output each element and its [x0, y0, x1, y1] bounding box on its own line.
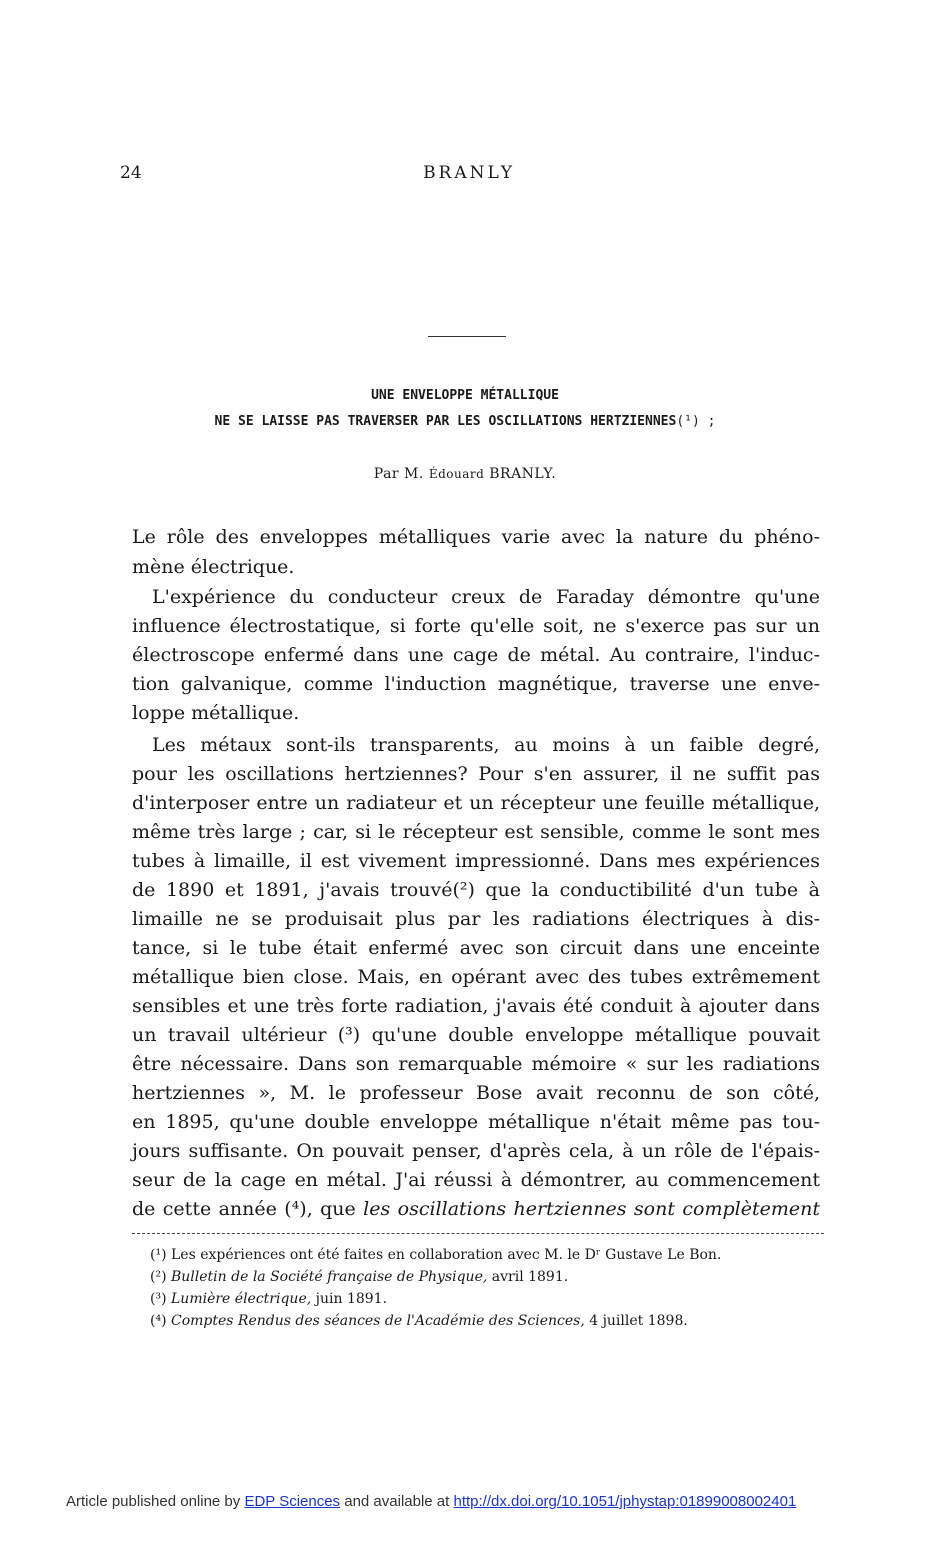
- body-line: [132, 553, 820, 582]
- body-line: [132, 699, 820, 728]
- publisher-link[interactable]: EDP Sciences: [244, 1493, 341, 1510]
- body-line-text: limaille ne se produisait plus par les radiations électriques à dis-: [132, 908, 820, 930]
- footer-middle: and available at: [344, 1493, 450, 1510]
- body-line-text: L'expérience du conducteur creux de Faraday démontre qu'une: [152, 586, 820, 608]
- body-line: [132, 760, 820, 789]
- byline-prefix: Par M.: [373, 466, 424, 482]
- body-line: [152, 731, 820, 760]
- body-line-text: électroscope enfermé dans une cage de métal. Au contraire, l'induc-: [132, 644, 820, 666]
- body-line-text: tance, si le tube était enfermé avec son circuit dans une enceinte: [132, 937, 820, 959]
- body-line: [132, 789, 820, 818]
- body-line: [132, 523, 820, 552]
- body-line: [132, 1108, 820, 1137]
- body-line: [132, 1021, 820, 1050]
- body-line-text: pour les oscillations hertziennes? Pour s'en assurer, il ne suffit pas: [132, 763, 820, 785]
- body-line: [132, 612, 820, 641]
- byline: [0, 466, 930, 482]
- body-line-text: tion galvanique, comme l'induction magnétique, traverse une enve-: [132, 673, 820, 695]
- footnote-rule: [132, 1233, 824, 1234]
- body-line-text: même très large ; car, si le récepteur est sensible, comme le sont mes: [132, 821, 820, 843]
- body-line-text: tubes à limaille, il est vivement impressionné. Dans mes expériences: [132, 850, 820, 872]
- footnote-mark: (²): [150, 1269, 167, 1285]
- body-line: [132, 934, 820, 963]
- footnote-text: 4 juillet 1898.: [584, 1313, 688, 1329]
- body-line: [132, 670, 820, 699]
- footnote: [150, 1313, 688, 1329]
- doi-link[interactable]: http://dx.doi.org/10.1051/jphystap:01899008002401: [453, 1493, 797, 1510]
- title-separator-rule: [428, 336, 506, 337]
- footnote-mark: (¹): [150, 1247, 167, 1263]
- footnote: [150, 1247, 721, 1263]
- article-title-line-1: UNE ENVELOPPE MÉTALLIQUE: [371, 388, 559, 403]
- body-line-text: influence électrostatique, si forte qu'elle soit, ne s'exerce pas sur un: [132, 615, 820, 637]
- footnote: [150, 1269, 568, 1285]
- body-line: [132, 818, 820, 847]
- body-line-text: sensibles et une très forte radiation, j'avais été conduit à ajouter dans: [132, 995, 820, 1017]
- body-line-text: en 1895, qu'une double enveloppe métallique n'était même pas tou-: [132, 1111, 820, 1133]
- body-line-text: Le rôle des enveloppes métalliques varie avec la nature du phéno-: [132, 526, 820, 548]
- body-line-text: de 1890 et 1891, j'avais trouvé(²) que la conductibilité d'un tube à: [132, 879, 820, 901]
- body-line-text: être nécessaire. Dans son remarquable mémoire « sur les radiations: [132, 1053, 820, 1075]
- body-line-text: seur de la cage en métal. J'ai réussi à démontrer, au commencement: [132, 1169, 820, 1191]
- body-line: [132, 847, 820, 876]
- footnote-source: Lumière électrique,: [171, 1291, 312, 1307]
- body-italic-phrase: les oscillations hertziennes sont complètement: [363, 1198, 820, 1220]
- body-line-text: d'interposer entre un radiateur et un récepteur une feuille métallique,: [132, 792, 820, 814]
- body-line: [132, 992, 820, 1021]
- body-line-text: mène électrique.: [132, 556, 295, 578]
- page-number: 24: [120, 163, 142, 183]
- article-title-line-2: NE SE LAISSE PAS TRAVERSER PAR LES OSCILLATIONS HERTZIENNES(¹) ;: [214, 414, 716, 429]
- byline-last-name: BRANLY.: [489, 466, 557, 482]
- byline-first-name: Édouard: [428, 467, 485, 481]
- body-line: [132, 1079, 820, 1108]
- footnote-mark: (⁴): [150, 1313, 167, 1329]
- body-line: [132, 641, 820, 670]
- footnote-source: Bulletin de la Société française de Physique,: [171, 1269, 488, 1285]
- footer-prefix: Article published online by: [66, 1493, 241, 1510]
- body-line: [132, 1137, 820, 1166]
- footnote-text: Les expériences ont été faites en collaboration avec M. le Dʳ Gustave Le Bon.: [171, 1247, 722, 1263]
- body-line: [152, 583, 820, 612]
- footnote-source: Comptes Rendus des séances de l'Académie des Sciences,: [171, 1313, 585, 1329]
- body-line-text: jours suffisante. On pouvait penser, d'après cela, à un rôle de l'épais-: [132, 1140, 820, 1162]
- body-line: [132, 1166, 820, 1195]
- footnote-mark: (³): [150, 1291, 167, 1307]
- doi-footer: [66, 1493, 796, 1510]
- footnote-text: juin 1891.: [311, 1291, 388, 1307]
- footnote-text: avril 1891.: [487, 1269, 569, 1285]
- body-line: [132, 905, 820, 934]
- body-line: [132, 963, 820, 992]
- body-line-text: de cette année (⁴), que: [132, 1198, 356, 1220]
- body-line: [132, 1050, 820, 1079]
- body-line-text: Les métaux sont-ils transparents, au moins à un faible degré,: [152, 734, 820, 756]
- running-title: BRANLY: [423, 163, 515, 183]
- body-line-text: un travail ultérieur (³) qu'une double enveloppe métallique pouvait: [132, 1024, 820, 1046]
- body-line: [132, 876, 820, 905]
- body-line: [132, 1195, 820, 1224]
- footnote: [150, 1291, 387, 1307]
- body-line-text: hertziennes », M. le professeur Bose avait reconnu de son côté,: [132, 1082, 820, 1104]
- body-line-text: métallique bien close. Mais, en opérant avec des tubes extrêmement: [132, 966, 820, 988]
- title-footnote-mark: (¹) ;: [676, 414, 716, 429]
- body-line-text: loppe métallique.: [132, 702, 300, 724]
